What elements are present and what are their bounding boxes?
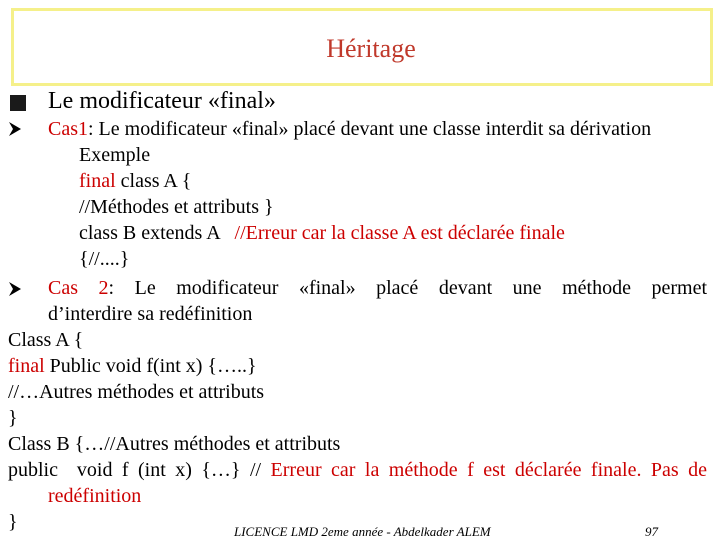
code2-line7: redéfinition (48, 485, 142, 507)
footer-text: LICENCE LMD 2eme année - Abdelkader ALEM (234, 524, 491, 539)
code1-line1 (79, 168, 191, 194)
final-keyword: final (8, 355, 45, 377)
arrow-bullet-icon (8, 121, 22, 137)
code2-line1: Class A { (8, 329, 84, 351)
code1-line1-rest: class A { (115, 170, 192, 192)
slide-heading: Le modificateur «final» (48, 88, 276, 114)
square-bullet-icon (8, 93, 24, 109)
code2-line8: } (8, 511, 18, 533)
title-box (11, 8, 713, 86)
code2-line2-rest: Public void f(int x) {…..} (44, 355, 257, 377)
case1-line (48, 116, 651, 142)
code2-line4: } (8, 407, 18, 429)
case1-label: Cas1 (48, 118, 88, 140)
code1-line3 (79, 220, 565, 246)
case2-text: : Le modificateur «final» placé devant une méthode permet (108, 277, 708, 299)
case2-label: Cas 2 (48, 277, 109, 299)
page-number: 97 (645, 524, 658, 539)
code2-line2 (8, 353, 257, 379)
code2-line6-comment: Erreur car la méthode f est déclarée finale. Pas de (270, 459, 707, 481)
case1-text: : Le modificateur «final» placé devant une classe interdit sa dérivation (88, 118, 652, 140)
code1-line2: //Méthodes et attributs } (79, 196, 274, 218)
final-keyword: final (79, 170, 116, 192)
code2-line3: //…Autres méthodes et attributs (8, 381, 265, 403)
code2-line6-code: public void f (int x) {…} // (8, 459, 271, 481)
code1-line4: {//....} (79, 248, 130, 270)
case2-line (48, 275, 707, 301)
code2-line6 (8, 457, 707, 483)
example-label: Exemple (79, 144, 151, 166)
code2-line5: Class B {…//Autres méthodes et attributs (8, 433, 341, 455)
slide-title: Héritage (326, 34, 416, 63)
code1-line3-comment: //Erreur car la classe A est déclarée finale (234, 222, 565, 244)
code1-line3-code: class B extends A (79, 222, 235, 244)
arrow-bullet-icon (8, 281, 22, 297)
case2-text-cont: d’interdire sa redéfinition (48, 303, 253, 325)
